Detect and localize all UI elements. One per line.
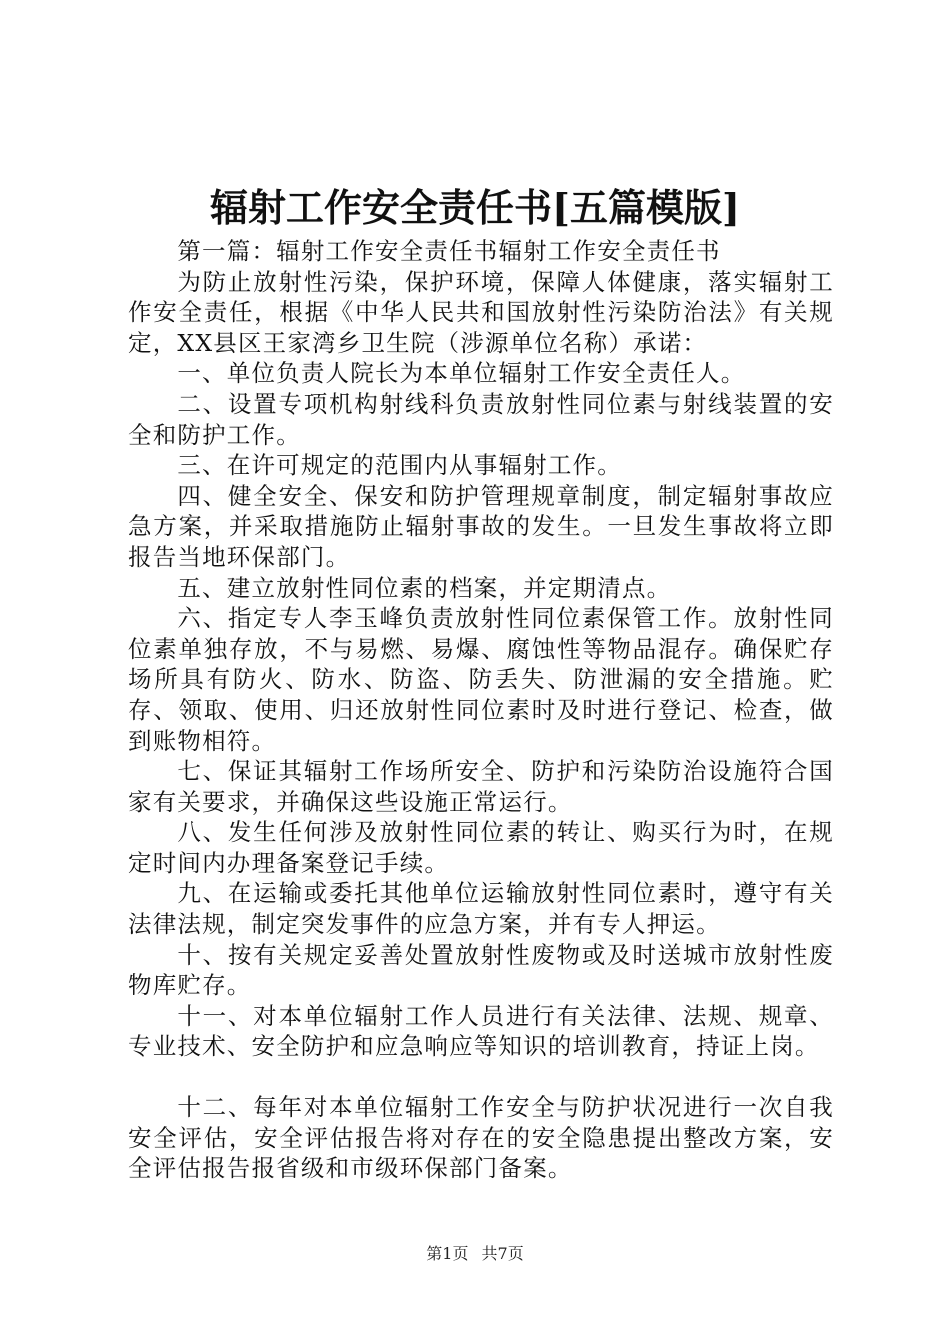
document-body <box>128 236 834 1184</box>
paragraph-item-12: 十二、每年对本单位辐射工作安全与防护状况进行一次自我安全评估，安全评估报告将对存在的安全隐患提出整改方案，安全评估报告报省级和市级环保部门备案。 <box>128 1093 834 1183</box>
paragraph-item-8: 八、发生任何涉及放射性同位素的转让、购买行为时，在规定时间内办理备案登记手续。 <box>128 818 834 877</box>
paragraph-item-7: 七、保证其辐射工作场所安全、防护和污染防治设施符合国家有关要求，并确保这些设施正常运行。 <box>128 757 834 816</box>
paragraph-item-1: 一、单位负责人院长为本单位辐射工作安全责任人。 <box>177 359 746 388</box>
paragraph-item-10: 十、按有关规定妥善处置放射性废物或及时送城市放射性废物库贮存。 <box>128 940 834 1000</box>
paragraph-item-3: 三、在许可规定的范围内从事辐射工作。 <box>177 451 622 480</box>
paragraph-heading: 第一篇：辐射工作安全责任书辐射工作安全责任书 <box>177 237 721 265</box>
paragraph-item-5: 五、建立放射性同位素的档案，并定期清点。 <box>177 573 672 602</box>
paragraph-item-2: 二、设置专项机构射线科负责放射性同位素与射线装置的安全和防护工作。 <box>128 389 834 449</box>
paragraph-item-4: 四、健全安全、保安和防护管理规章制度，制定辐射事故应急方案，并采取措施防止辐射事故的发生。一旦发生事故将立即报告当地环保部门。 <box>128 481 834 571</box>
page-footer <box>0 1242 950 1266</box>
paragraph-item-11: 十一、对本单位辐射工作人员进行有关法律、法规、规章、专业技术、安全防护和应急响应等知识的培训教育，持证上岗。 <box>128 1001 834 1061</box>
paragraph-item-9: 九、在运输或委托其他单位运输放射性同位素时，遵守有关法律法规，制定突发事件的应急方案，并有专人押运。 <box>128 879 834 939</box>
page-number: 第1页 <box>426 1244 469 1263</box>
paragraph-intro: 为防止放射性污染，保护环境，保障人体健康，落实辐射工作安全责任，根据《中华人民共和国放射性污染防治法》有关规定，XX县区王家湾乡卫生院（涉源单位名称）承诺： <box>128 267 834 357</box>
paragraph-item-6: 六、指定专人李玉峰负责放射性同位素保管工作。放射性同位素单独存放，不与易燃、易爆、腐蚀性等物品混存。确保贮存场所具有防火、防水、防盗、防丢失、防泄漏的安全措施。贮存、领取、使用、归还放射性同位素时及时进行登记、检查，做到账物相符。 <box>128 604 834 755</box>
page-total: 共7页 <box>481 1244 524 1263</box>
document-title: 辐射工作安全责任书[五篇模版] <box>210 185 740 230</box>
